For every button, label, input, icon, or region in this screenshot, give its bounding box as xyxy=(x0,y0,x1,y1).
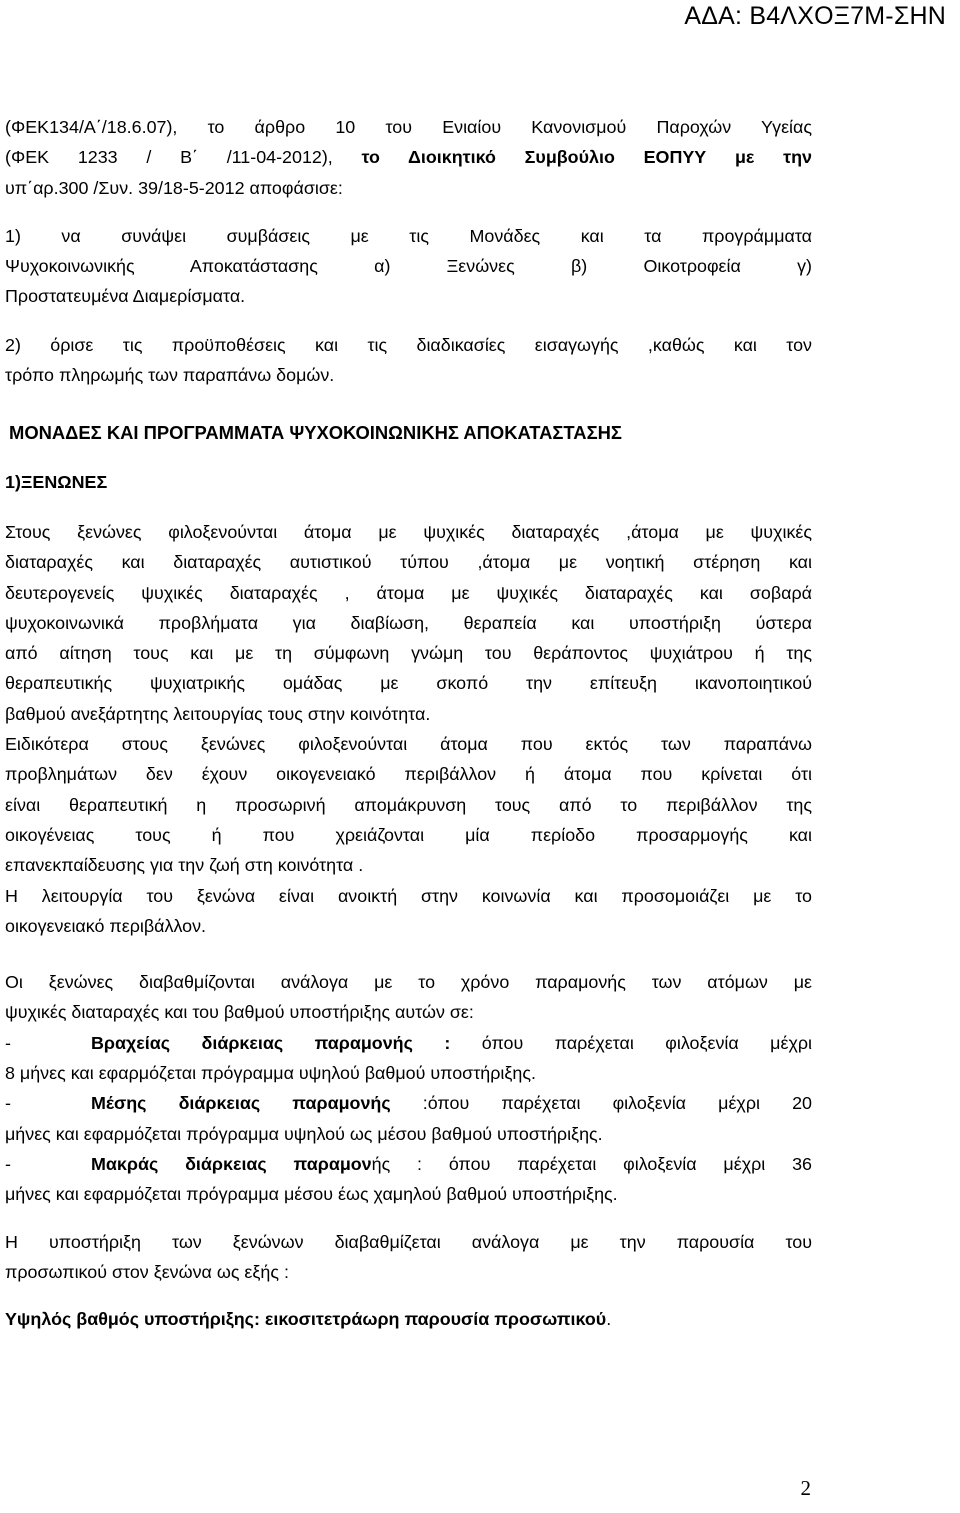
specifically-line: οικογένειας τους ή που χρειάζονται μία περίοδο προσαρμογής και xyxy=(5,824,812,845)
bullet-dash: - xyxy=(5,1093,11,1114)
stay-type-description: :όπου παρέχεται φιλοξενία μέχρι 20 xyxy=(422,1093,812,1114)
stay-type-long xyxy=(5,1149,812,1179)
bullet-body xyxy=(91,1088,812,1118)
grading-line: ψυχικές διαταραχές και του βαθμού υποστήριξης αυτών σε: xyxy=(5,1002,474,1023)
intro-line-3: υπ΄αρ.300 /Συν. 39/18-5-2012 αποφάσισε: xyxy=(5,177,343,198)
hostels-line: Στους ξενώνες φιλοξενούνται άτομα με ψυχικές διαταραχές ,άτομα με ψυχικές xyxy=(5,521,812,542)
stay-type-description: ής : όπου παρέχεται φιλοξενία μέχρι 36 xyxy=(371,1153,812,1174)
high-support-line xyxy=(5,1304,812,1334)
decision-1-line-2: Ψυχοκοινωνικής Αποκατάστασης α) Ξενώνες β) Οικοτροφεία γ) xyxy=(5,256,812,277)
hostels-line: ψυχοκοινωνικά προβλήματα για διαβίωση, θεραπεία και υποστήριξη ύστερα xyxy=(5,612,812,633)
hostels-line: από αίτηση τους και με τη σύμφωνη γνώμη του θεράποντος ψυχιάτρου ή της xyxy=(5,643,812,664)
decision-1-line-1: 1) να συνάψει συμβάσεις με τις Μονάδες και τα προγράμματα xyxy=(5,225,812,246)
decision-2-line-2: τρόπο πληρωμής των παραπάνω δομών. xyxy=(5,365,335,386)
operation-line: οικογενειακό περιβάλλον. xyxy=(5,915,206,936)
bullet-body xyxy=(91,1149,812,1179)
stay-type-label: Βραχείας διάρκειας παραμονής : xyxy=(91,1032,451,1053)
hostels-line: βαθμού ανεξάρτητης λειτουργίας τους στην κοινότητα. xyxy=(5,703,431,724)
bullet-body xyxy=(91,1028,812,1058)
document-body xyxy=(5,112,812,1334)
high-support-text: Υψηλός βαθμός υποστήριξης: εικοσιτετράωρη παρουσία προσωπικού xyxy=(5,1309,607,1330)
decision-1-line-3: Προστατευμένα Διαμερίσματα. xyxy=(5,286,246,307)
stay-type-medium-line-2: μήνες και εφαρμόζεται πρόγραμμα υψηλού ως μέσου βαθμού υποστήριξης. xyxy=(5,1123,603,1144)
section-subtitle: 1)ΞΕΝΩΝΕΣ xyxy=(5,471,108,492)
intro-line-2-start: (ΦΕΚ 1233 / Β΄ /11-04-2012), xyxy=(5,147,333,168)
stay-type-label: Μακράς διάρκειας παραμον xyxy=(91,1153,372,1174)
specifically-line: προβλημάτων δεν έχουν οικογενειακό περιβάλλον ή άτομα που κρίνεται ότι xyxy=(5,764,812,785)
grading-line: Οι ξενώνες διαβαθμίζονται ανάλογα με το χρόνο παραμονής των ατόμων με xyxy=(5,972,812,993)
stay-type-medium xyxy=(5,1088,812,1118)
hostels-line: δευτερογενείς ψυχικές διαταραχές , άτομα με ψυχικές διαταραχές και σοβαρά xyxy=(5,582,812,603)
specifically-line: επανεκπαίδευσης για την ζωή στη κοινότητα . xyxy=(5,855,364,876)
hostels-line: θεραπευτικής ψυχιατρικής ομάδας με σκοπό την επίτευξη ικανοποιητικού xyxy=(5,673,812,694)
bullet-dash: - xyxy=(5,1032,11,1053)
bullet-dash: - xyxy=(5,1153,11,1174)
specifically-line: Ειδικότερα στους ξενώνες φιλοξενούνται άτομα που εκτός των παραπάνω xyxy=(5,734,812,755)
stay-type-label: Μέσης διάρκειας παραμονής xyxy=(91,1093,391,1114)
stay-type-short-line-2: 8 μήνες και εφαρμόζεται πρόγραμμα υψηλού βαθμού υποστήριξης. xyxy=(5,1063,536,1084)
intro-line-2-board: το Διοικητικό Συμβούλιο ΕΟΠΥΥ με την xyxy=(361,147,813,168)
operation-line: Η λειτουργία του ξενώνα είναι ανοικτή στην κοινωνία και προσομοιάζει με το xyxy=(5,885,812,906)
stay-type-long-line-2: μήνες και εφαρμόζεται πρόγραμμα μέσου έως χαμηλού βαθμού υποστήριξης. xyxy=(5,1184,618,1205)
high-support-period: . xyxy=(606,1309,612,1330)
staff-line: Η υποστήριξη των ξενώνων διαβαθμίζεται ανάλογα με την παρουσία του xyxy=(5,1231,812,1252)
intro-line-2 xyxy=(5,142,812,172)
intro-line-1: (ΦΕΚ134/Α΄/18.6.07), το άρθρο 10 του Ενιαίου Κανονισμού Παροχών Υγείας xyxy=(5,117,812,137)
section-title: ΜΟΝΑΔΕΣ ΚΑΙ ΠΡΟΓΡΑΜΜΑΤΑ ΨΥΧΟΚΟΙΝΩΝΙΚΗΣ ΑΠΟΚΑΤΑΣΤΑΣΗΣ xyxy=(9,422,622,444)
ada-code: ΑΔΑ: Β4ΛΧΟΞ7Μ-ΣΗΝ xyxy=(684,2,946,30)
specifically-line: είναι θεραπευτική η προσωρινή απομάκρυνση τους από το περιβάλλον της xyxy=(5,794,812,815)
hostels-line: διαταραχές και διαταραχές αυτιστικού τύπου ,άτομα με νοητική στέρηση και xyxy=(5,552,812,573)
page-number: 2 xyxy=(800,1476,811,1500)
staff-line: προσωπικού στον ξενώνα ως εξής : xyxy=(5,1261,289,1282)
decision-2-line-1: 2) όρισε τις προϋποθέσεις και τις διαδικασίες εισαγωγής ,καθώς και τον xyxy=(5,334,812,355)
stay-type-description: όπου παρέχεται φιλοξενία μέχρι xyxy=(481,1032,812,1053)
stay-type-short xyxy=(5,1028,812,1058)
